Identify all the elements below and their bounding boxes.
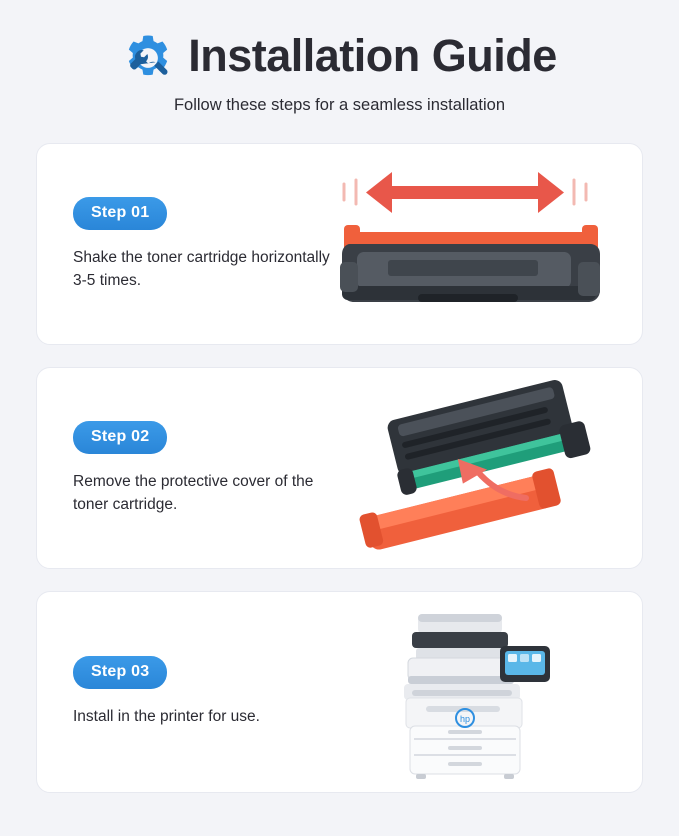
step-2-description: Remove the protective cover of the toner cartridge. xyxy=(73,472,314,513)
step-2-illustration-area xyxy=(338,368,620,568)
step-1-text xyxy=(73,197,338,292)
page-header xyxy=(36,0,643,115)
step-card-1 xyxy=(36,143,643,345)
step-card-2 xyxy=(36,367,643,569)
page-title: Installation Guide xyxy=(188,30,557,81)
step-3-text xyxy=(73,656,338,728)
step-2-text xyxy=(73,421,338,516)
page-subtitle: Follow these steps for a seamless installation xyxy=(173,96,506,114)
step-3-badge: Step 03 xyxy=(73,656,167,689)
step-card-3 xyxy=(36,591,643,793)
steps-list xyxy=(36,143,643,793)
step-3-description: Install in the printer for use. xyxy=(73,708,260,725)
title-row xyxy=(36,30,643,82)
step-1-illustration-area xyxy=(338,144,620,344)
printer-illustration xyxy=(392,606,562,781)
step-1-badge: Step 01 xyxy=(73,197,167,230)
step-3-illustration-area xyxy=(338,592,620,792)
step-2-badge: Step 02 xyxy=(73,421,167,454)
step-1-description: Shake the toner cartridge horizontally 3-5 times. xyxy=(73,248,330,289)
svg-text:hp: hp xyxy=(459,714,471,724)
toner-cartridge-remove-cover-illustration xyxy=(356,380,606,560)
toner-cartridge-shake-illustration xyxy=(330,166,610,326)
gear-wrench-icon xyxy=(122,32,174,84)
